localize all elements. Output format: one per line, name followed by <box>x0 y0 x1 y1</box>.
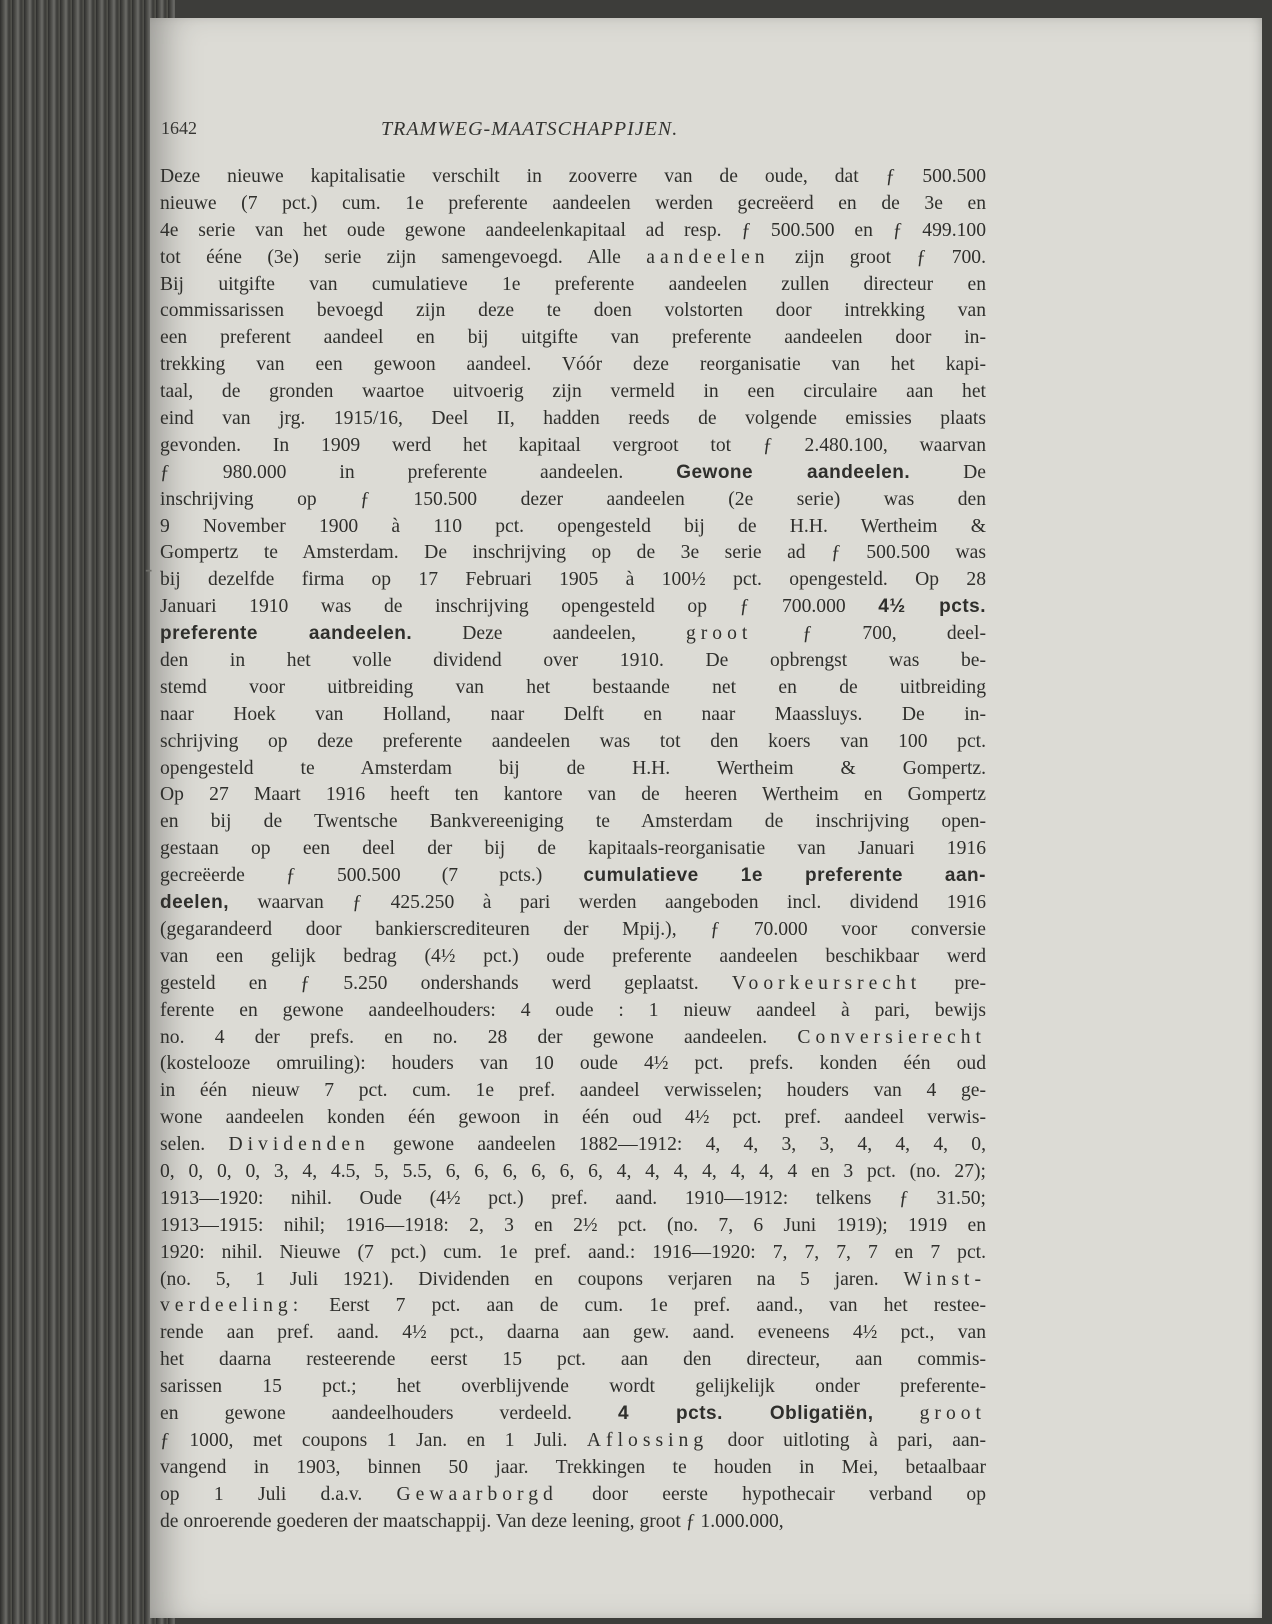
text-run: ƒ 700, deel- <box>752 623 986 645</box>
text-run: zijn groot ƒ 700. <box>769 246 986 268</box>
text-run: 1913—1920: nihil. Oude (4½ pct.) pref. aand. 1910—1912: telkens ƒ 31.50; <box>160 1187 986 1209</box>
text-line <box>160 1240 986 1267</box>
text-run: tot ééne (3e) serie zijn samengevoegd. Alle <box>160 246 647 268</box>
text-run: op 1 Juli d.a.v. <box>160 1483 397 1505</box>
text-line <box>160 621 986 648</box>
text-run: selen. <box>160 1134 229 1156</box>
text-line <box>160 164 986 191</box>
spaced-term: groot <box>685 623 753 645</box>
text-line <box>160 863 986 890</box>
text-line <box>160 272 986 299</box>
text-line <box>160 514 986 541</box>
page-number: 1642 <box>161 118 197 138</box>
spaced-term: Conversierecht <box>797 1026 986 1048</box>
text-line <box>160 487 986 514</box>
text-run: en gewone aandeelhouders verdeeld. <box>160 1402 618 1424</box>
text-run: (gegarandeerd door bankierscrediteuren der Mpij.), ƒ 70.000 voor conversie <box>160 918 986 940</box>
text-run <box>874 1403 920 1424</box>
text-line <box>160 944 986 971</box>
text-run: 4e serie van het oude gewone aandeelenkapitaal ad resp. ƒ 500.500 en ƒ 499.100 <box>160 219 986 241</box>
text-line <box>160 406 986 433</box>
text-line <box>160 298 986 325</box>
text-run: door uitloting à pari, aan- <box>708 1429 987 1451</box>
text-line <box>160 245 986 272</box>
text-line <box>160 1078 986 1105</box>
spaced-term: Voorkeursrecht <box>731 972 922 994</box>
text-line <box>160 1213 986 1240</box>
text-run: Deze nieuwe kapitalisatie verschilt in zooverre van de oude, dat ƒ 500.500 <box>160 166 986 187</box>
text-line <box>160 379 986 406</box>
text-run: opengesteld te Amsterdam bij de H.H. Wertheim & Gompertz. <box>160 757 986 779</box>
text-run: Januari 1910 was de inschrijving opengesteld op ƒ 700.000 <box>160 596 879 618</box>
spaced-term: verdeeling: <box>160 1295 304 1317</box>
bold-heading: cumulatieve 1e preferente aan- <box>583 865 986 887</box>
text-run: De <box>910 461 986 483</box>
text-run: taal, de gronden waartoe uitvoerig zijn vermeld in een circulaire aan het <box>160 381 986 403</box>
spaced-term: aandeelen <box>646 246 770 268</box>
text-run: het daarna resteerende eerst 15 pct. aan den directeur, aan commis- <box>160 1349 986 1371</box>
text-run: ƒ 1000, met coupons 1 Jan. en 1 Juli. <box>160 1429 587 1451</box>
text-line <box>160 191 986 218</box>
text-line <box>160 1374 986 1401</box>
text-line <box>160 1293 986 1320</box>
text-line <box>160 1401 986 1428</box>
text-line <box>160 1509 986 1536</box>
spaced-term: Gewaarborgd <box>396 1483 558 1505</box>
text-line <box>160 1105 986 1132</box>
text-line <box>160 971 986 998</box>
text-line <box>160 1025 986 1052</box>
bold-heading: preferente aandeelen. <box>160 623 413 645</box>
text-line <box>160 594 986 621</box>
text-run: gevonden. In 1909 werd het kapitaal vergroot tot ƒ 2.480.100, waarvan <box>160 434 986 456</box>
text-run: vangend in 1903, binnen 50 jaar. Trekkingen te houden in Mei, betaalbaar <box>160 1456 986 1478</box>
text-run: eind van jrg. 1915/16, Deel II, hadden reeds de volgende emissies plaats <box>160 408 986 430</box>
text-run: den in het volle dividend over 1910. De opbrengst was be- <box>160 650 986 672</box>
text-line <box>160 1320 986 1347</box>
text-run: rende aan pref. aand. 4½ pct., daarna aan gew. aand. eveneens 4½ pct., van <box>160 1322 986 1344</box>
text-run: no. 4 der prefs. en no. 28 der gewone aandeelen. <box>160 1026 798 1048</box>
text-run: ƒ 980.000 in preferente aandeelen. <box>160 461 677 483</box>
text-run: gecreëerde ƒ 500.500 (7 pcts.) <box>160 865 584 887</box>
text-run: 0, 0, 0, 0, 3, 4, 4.5, 5, 5.5, 6, 6, 6, 6, 6, 6, 4, 4, 4, 4, 4, 4, 4 en 3 pct. (no. 27); <box>160 1160 986 1182</box>
bold-heading: 4½ pcts. <box>878 596 986 618</box>
text-run: schrijving op deze preferente aandeelen was tot den koers van 100 pct. <box>160 730 986 752</box>
text-run: 1913—1915: nihil; 1916—1918: 2, 3 en 2½ pct. (no. 7, 6 Juni 1919); 1919 en <box>160 1214 986 1236</box>
text-run: de onroerende goederen der maatschappij. Van deze leening, groot ƒ 1.000.000, <box>160 1510 784 1532</box>
spaced-term: Winst- <box>903 1268 986 1290</box>
text-run: nieuwe (7 pct.) cum. 1e preferente aandeelen werden gecreëerd en de 3e en <box>160 192 986 214</box>
text-run: van een gelijk bedrag (4½ pct.) oude preferente aandeelen beschikbaar werd <box>160 945 986 967</box>
text-run: gewone aandeelen 1882—1912: 4, 4, 3, 3, 4, 4, 4, 0, <box>369 1134 987 1156</box>
text-run: naar Hoek van Holland, naar Delft en naar Maassluys. De in- <box>160 703 986 725</box>
text-run: Bij uitgifte van cumulatieve 1e preferente aandeelen zullen directeur en <box>160 273 986 295</box>
text-run: 1920: nihil. Nieuwe (7 pct.) cum. 1e pref. aand.: 1916—1920: 7, 7, 7, 7 en 7 pct. <box>160 1241 986 1263</box>
text-run: pre- <box>921 972 986 994</box>
text-line <box>160 675 986 702</box>
text-line <box>160 1482 986 1509</box>
text-line <box>160 1267 986 1294</box>
text-line <box>160 352 986 379</box>
text-run: gesteld en ƒ 5.250 ondershands werd geplaatst. <box>160 972 732 994</box>
text-line <box>160 460 986 487</box>
text-run: Deze aandeelen, <box>412 623 686 645</box>
text-run: 9 November 1900 à 110 pct. opengesteld bij de H.H. Wertheim & <box>160 515 986 537</box>
text-run: door eerste hypothecair verband op <box>557 1483 986 1505</box>
spaced-term: Aflossing <box>586 1429 709 1451</box>
spaced-term: Dividenden <box>228 1134 370 1156</box>
text-line <box>160 540 986 567</box>
text-run: Op 27 Maart 1916 heeft ten kantore van de heeren Wertheim en Gompertz <box>160 784 986 806</box>
text-line <box>160 890 986 917</box>
text-line <box>160 836 986 863</box>
text-line <box>160 648 986 675</box>
text-line <box>160 729 986 756</box>
text-run: trekking van een gewoon aandeel. Vóór deze reorganisatie van het kapi- <box>160 354 986 376</box>
text-run: in één nieuw 7 pct. cum. 1e pref. aandeel verwisselen; houders van 4 ge- <box>160 1080 986 1102</box>
text-run: stemd voor uitbreiding van het bestaande net en de uitbreiding <box>160 676 986 698</box>
text-line <box>160 325 986 352</box>
text-run: (no. 5, 1 Juli 1921). Dividenden en coupons verjaren na 5 jaren. <box>160 1268 904 1290</box>
text-run: ferente en gewone aandeelhouders: 4 oude : 1 nieuw aandeel à pari, bewijs <box>160 999 986 1021</box>
text-run: (kostelooze omruiling): houders van 10 oude 4½ pct. prefs. konden één oud <box>160 1053 986 1075</box>
book-page-edges <box>0 0 175 1624</box>
text-run: wone aandeelen konden één gewoon in één oud 4½ pct. pref. aandeel verwis- <box>160 1107 986 1129</box>
spaced-term: groot <box>919 1402 986 1424</box>
text-line <box>160 756 986 783</box>
text-run: een preferent aandeel en bij uitgifte van preferente aandeelen door in- <box>160 327 986 349</box>
body-text <box>160 164 986 1535</box>
text-line <box>160 917 986 944</box>
text-line <box>160 1347 986 1374</box>
text-run: Eerst 7 pct. aan de cum. 1e pref. aand., van het restee- <box>303 1295 986 1317</box>
text-line <box>160 1051 986 1078</box>
text-run: commissarissen bevoegd zijn deze te doen volstorten door intrekking van <box>160 300 986 322</box>
page-header <box>161 118 961 152</box>
bold-heading: 4 pcts. Obligatiën, <box>618 1402 874 1424</box>
text-line <box>160 1186 986 1213</box>
text-line <box>160 782 986 809</box>
text-run: en bij de Twentsche Bankvereeniging te Amsterdam de inschrijving open- <box>160 811 986 833</box>
text-run: waarvan ƒ 425.250 à pari werden aangeboden incl. dividend 1916 <box>228 892 986 914</box>
text-line <box>160 1455 986 1482</box>
text-line <box>160 1132 986 1159</box>
text-line <box>160 998 986 1025</box>
margin-mark: - <box>145 556 153 581</box>
text-run: sarissen 15 pct.; het overblijvende wordt gelijkelijk onder preferente- <box>160 1376 986 1398</box>
text-line <box>160 1159 986 1186</box>
text-line <box>160 1428 986 1455</box>
text-run: inschrijving op ƒ 150.500 dezer aandeelen (2e serie) was den <box>160 488 986 510</box>
bold-heading: deelen, <box>160 892 229 914</box>
text-line <box>160 433 986 460</box>
text-line <box>160 702 986 729</box>
running-title: TRAMWEG-MAATSCHAPPIJEN. <box>381 118 679 140</box>
text-run: bij dezelfde firma op 17 Februari 1905 à 100½ pct. opengesteld. Op 28 <box>160 569 986 591</box>
text-run: gestaan op een deel der bij de kapitaals-reorganisatie van Januari 1916 <box>160 838 986 860</box>
text-line <box>160 218 986 245</box>
text-run: Gompertz te Amsterdam. De inschrijving op de 3e serie ad ƒ 500.500 was <box>160 542 986 564</box>
text-line <box>160 567 986 594</box>
text-line <box>160 809 986 836</box>
bold-heading: Gewone aandeelen. <box>676 461 911 483</box>
